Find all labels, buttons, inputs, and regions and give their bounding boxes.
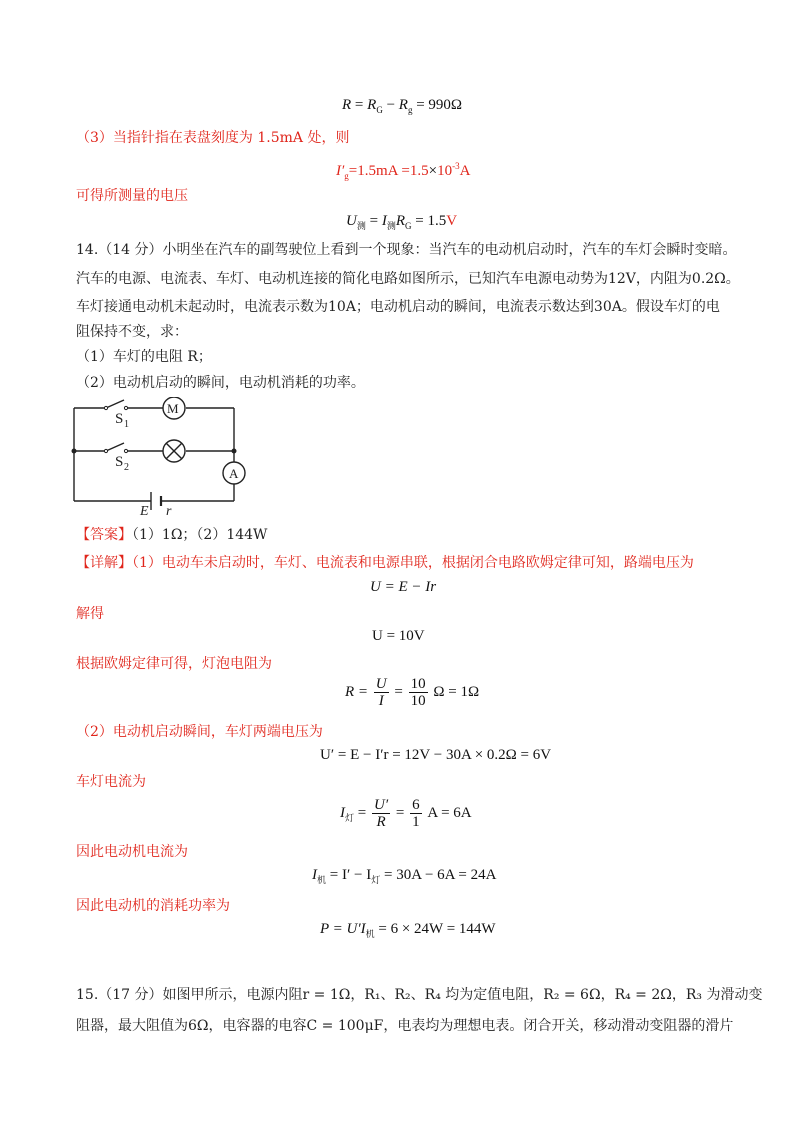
answer-tag: 【答案】 — [76, 527, 132, 543]
eq-text: = — [351, 97, 368, 113]
eq-subscript: G — [376, 105, 383, 115]
fraction-numerator: U — [375, 676, 387, 692]
motor-label: M — [167, 401, 179, 416]
fraction — [410, 797, 422, 830]
eq-symbol: R — [342, 97, 352, 113]
eq-result: = 1.5 — [411, 213, 447, 229]
eq-text: = — [394, 683, 403, 700]
detail-tag: 【详解】 — [76, 555, 132, 571]
equation-measured-voltage — [346, 212, 457, 235]
motor-current-text: 因此电动机电流为 — [76, 844, 188, 860]
eq-result: = 990Ω — [412, 97, 463, 113]
equation-lamp-resistance — [345, 676, 479, 709]
q15-line2: 阻器，最大阻值为6Ω，电容器的电容C = 100μF，电表均为理想电表。闭合开关，移动滑动变阻器的滑片 — [76, 1018, 734, 1034]
switch2-sub: 2 — [124, 462, 129, 473]
eq-unit: A — [459, 163, 471, 179]
internal-r-label: r — [166, 504, 172, 517]
eq-subscript: 灯 — [345, 812, 355, 823]
fraction — [409, 676, 428, 709]
eq-text: = — [395, 804, 405, 821]
eq-symbol: I — [340, 804, 345, 821]
equation-lamp-current — [340, 797, 472, 830]
measured-voltage-text: 可得所测量的电压 — [76, 188, 188, 204]
emf-label: E — [140, 504, 149, 517]
ohm-text: 根据欧姆定律可得，灯泡电阻为 — [76, 656, 272, 672]
detail-text: （1）电动车未启动时，车灯、电流表和电源串联，根据闭合电路欧姆定律可知，路端电压为 — [132, 555, 694, 571]
fraction-denominator: 10 — [410, 693, 426, 709]
eq-subscript: g — [344, 171, 349, 181]
eq-subscript: 机 — [317, 875, 327, 885]
q14-line3: 车灯接通电动机未起动时，电流表示数为10A；电动机启动的瞬间，电流表示数达到30A。假设车灯的电 — [76, 299, 720, 315]
eq-symbol: I′ — [336, 163, 345, 179]
part3-text: （3）当指针指在表盘刻度为 1.5mA 处，则 — [76, 130, 350, 146]
eq-subscript: 机 — [365, 929, 375, 939]
eq-symbol: R — [395, 213, 406, 229]
part2-text: （2）电动机启动瞬间，车灯两端电压为 — [76, 724, 323, 740]
q14-line2: 汽车的电源、电流表、车灯、电动机连接的简化电路如图所示，已知汽车电源电动势为12V，内阻为0.2Ω。 — [76, 271, 740, 287]
eq-text: = I′ − I — [326, 867, 372, 883]
eq-result: = 6 × 24W = 144W — [374, 921, 496, 937]
q14-line1: 14.（14 分）小明坐在汽车的副驾驶位上看到一个现象：当汽车的电动机启动时，汽车的车灯会瞬时变暗。 — [76, 242, 737, 258]
eq-unit: V — [446, 213, 458, 229]
ammeter-label: A — [229, 466, 239, 481]
equation-motor-power — [320, 920, 496, 943]
eq-text: − — [382, 97, 399, 113]
circuit-diagram — [66, 397, 246, 517]
fraction-denominator: I — [378, 693, 384, 709]
eq-subscript: 测 — [386, 221, 396, 231]
eq-result: = 30A − 6A = 24A — [380, 867, 497, 883]
eq-subscript: G — [405, 221, 412, 231]
fraction-denominator: 1 — [412, 814, 420, 830]
fraction-numerator: 10 — [410, 676, 426, 692]
equation-lamp-voltage: U′ = E − I′r = 12V − 30A × 0.2Ω = 6V — [320, 747, 552, 763]
fraction — [374, 676, 389, 709]
eq-subscript: g — [407, 105, 413, 115]
eq-text: 10 — [437, 163, 453, 179]
q14-sub1: （1）车灯的电阻 R； — [76, 349, 212, 365]
equation-terminal-voltage: U = E − Ir — [370, 579, 437, 595]
eq-symbol: R — [398, 97, 408, 113]
eq-result: A = 6A — [427, 804, 472, 821]
q14-sub2: （2）电动机启动的瞬间，电动机消耗的功率。 — [76, 375, 365, 391]
eq-text: =1.5mA =1.5 — [348, 163, 429, 179]
eq-text: = — [354, 804, 367, 821]
eq-symbol: R — [367, 97, 377, 113]
eq-subscript: 灯 — [371, 875, 381, 885]
q15-line1: 15.（17 分）如图甲所示，电源内阻r = 1Ω，R₁、R₂、R₄ 均为定值电阻，R₂ = 6Ω，R₄ = 2Ω，R₃ 为滑动变 — [76, 987, 763, 1003]
equation-u-value: U = 10V — [372, 628, 425, 644]
switch1-label: S — [115, 411, 124, 427]
detail-line — [76, 554, 694, 572]
eq-result: Ω = 1Ω — [433, 683, 480, 700]
equation-current-reading — [336, 157, 470, 185]
eq-symbol: I — [381, 213, 387, 229]
eq-symbol: I — [312, 867, 317, 883]
solve-text: 解得 — [76, 606, 104, 622]
eq-text: P = U′I — [320, 921, 366, 937]
eq-exponent: -3 — [452, 161, 460, 171]
switch2-label: S — [115, 454, 124, 470]
q14-line4: 阻保持不变，求： — [76, 324, 188, 340]
eq-symbol: U — [346, 213, 357, 229]
fraction-numerator: U′ — [373, 797, 389, 813]
switch1-sub: 1 — [124, 419, 129, 430]
fraction-numerator: 6 — [412, 797, 420, 813]
eq-subscript: 测 — [356, 221, 366, 231]
answer-line — [76, 526, 267, 544]
equation-motor-current — [312, 866, 496, 889]
eq-text: R = — [345, 683, 369, 700]
eq-text: = — [365, 213, 382, 229]
answer-text: （1）1Ω；（2）144W — [132, 527, 268, 543]
lamp-current-text: 车灯电流为 — [76, 774, 146, 790]
fraction-denominator: R — [376, 814, 386, 830]
motor-power-text: 因此电动机的消耗功率为 — [76, 898, 230, 914]
equation-r-difference — [342, 96, 462, 119]
fraction — [372, 797, 390, 830]
eq-times: × — [428, 163, 438, 179]
